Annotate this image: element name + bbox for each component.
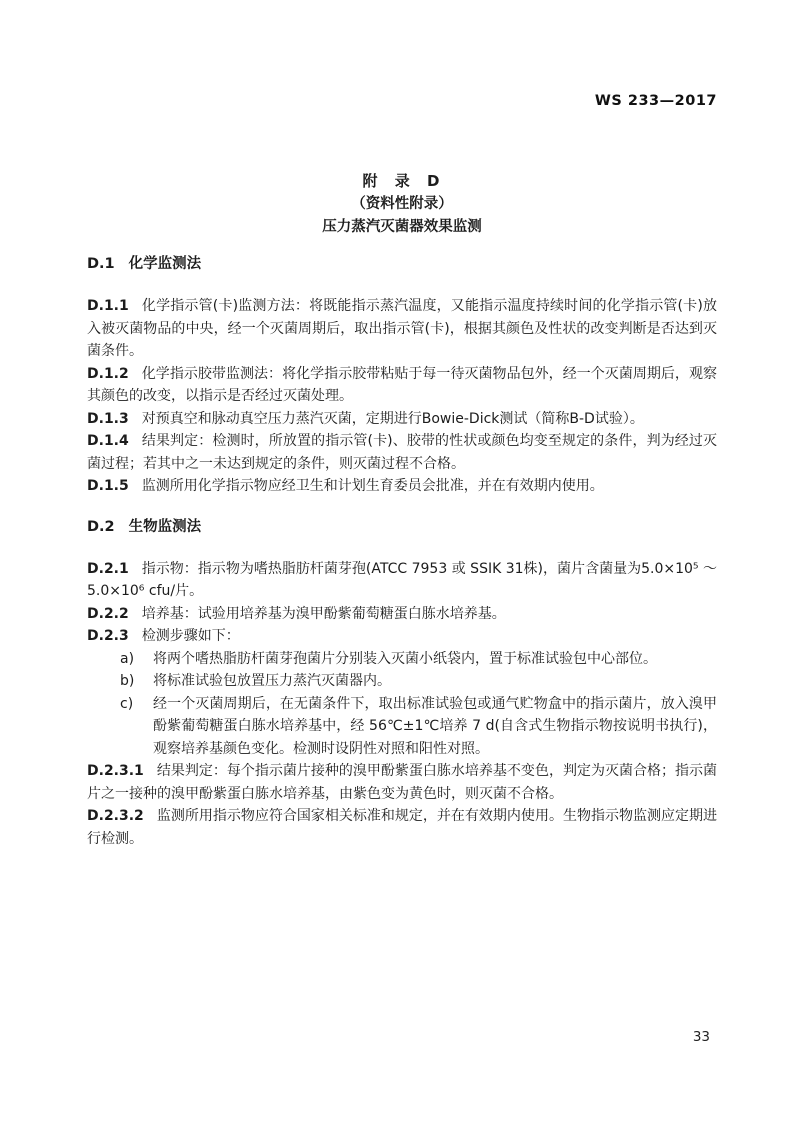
section-title: 生物监测法 — [128, 518, 202, 535]
clause-number: D.1.4 — [87, 433, 129, 449]
step-label: b) — [120, 673, 135, 689]
section-title: 化学监测法 — [128, 256, 202, 272]
step-label: c) — [120, 695, 134, 712]
clause-text: 检测步骤如下： — [141, 628, 240, 644]
appendix-subtitle: （资料性附录） — [351, 196, 453, 212]
clause-text: 结果判定：每个指示菌片接种的溴甲酚紫蛋白胨水培养基不变色，判定为灭菌合格；指示菌片之一接种的溴甲酚紫蛋白胨水培养基，由紫色变为黄色时，则灭菌不合格。 — [87, 763, 717, 802]
clause-number: D.2.3.2 — [87, 808, 144, 824]
section-number: D.2 — [87, 518, 115, 535]
page-content — [87, 170, 717, 850]
clause-number: D.2.2 — [87, 605, 129, 622]
clause-number: D.1.2 — [87, 365, 129, 382]
page-number: 33 — [692, 1029, 710, 1045]
clause — [87, 430, 717, 475]
clause — [87, 805, 717, 850]
section-heading — [87, 516, 717, 538]
step-text: 经一个灭菌周期后，在无菌条件下，取出标准试验包或通气贮物盒中的指示菌片，放入溴甲酚紫葡萄糖蛋白胨水培养基中，经 56℃±1℃培养 7 d(自含式生物指示物按说明书执行)，观察培养基颜色变化。检测时设阴性对照和阳性对照。 — [153, 695, 717, 757]
clause-number: D.1.3 — [87, 410, 129, 427]
clause — [87, 603, 717, 626]
section-number: D.1 — [87, 256, 115, 272]
section-heading — [87, 253, 717, 275]
step-text: 将两个嗜热脂肪杆菌芽孢菌片分别装入灭菌小纸袋内，置于标准试验包中心部位。 — [153, 650, 657, 667]
clause — [87, 295, 717, 363]
section-d1 — [87, 253, 717, 498]
clause-number: D.1.1 — [87, 298, 129, 314]
clause-text: 结果判定：检测时，所放置的指示管(卡)、胶带的性状或颜色均变至规定的条件，判为经过灭菌过程；若其中之一未达到规定的条件，则灭菌过程不合格。 — [87, 433, 717, 472]
step-item-b — [87, 670, 717, 693]
clause-text: 监测所用指示物应符合国家相关标准和规定，并在有效期内使用。生物指示物监测应定期进行检测。 — [87, 808, 717, 847]
step-label: a) — [120, 650, 135, 667]
clause — [87, 558, 717, 603]
clause-text: 化学指示管(卡)监测方法：将既能指示蒸汽温度，又能指示温度持续时间的化学指示管(卡)放入被灭菌物品的中央，经一个灭菌周期后，取出指示管(卡)，根据其颜色及性状的改变判断是否达到灭菌条件。 — [87, 298, 717, 359]
clause-number: D.2.3.1 — [87, 763, 144, 779]
clause — [87, 363, 717, 408]
appendix-topic: 压力蒸汽灭菌器效果监测 — [322, 219, 482, 235]
step-item-a — [87, 648, 717, 671]
clause — [87, 760, 717, 805]
clause — [87, 475, 717, 498]
step-text: 将标准试验包放置压力蒸汽灭菌器内。 — [153, 673, 391, 689]
standard-code-header: WS 233—2017 — [594, 93, 717, 109]
appendix-title: 附 录 D — [362, 172, 442, 190]
clause-text: 指示物：指示物为嗜热脂肪杆菌芽孢(ATCC 7953 或 SSIK 31株)，菌片含菌量为5.0×10⁵ ～5.0×10⁶ cfu/片。 — [87, 560, 717, 599]
clause-text: 对预真空和脉动真空压力蒸汽灭菌，定期进行Bowie-Dick测试（简称B-D试验）。 — [141, 410, 644, 427]
clause — [87, 625, 717, 648]
clause — [87, 408, 717, 431]
clause-text: 培养基：试验用培养基为溴甲酚紫葡萄糖蛋白胨水培养基。 — [141, 605, 506, 622]
clause-number: D.2.3 — [87, 628, 129, 644]
section-d2 — [87, 516, 717, 851]
step-item-c — [87, 693, 717, 761]
appendix-title-block — [87, 170, 717, 239]
clause-number: D.1.5 — [87, 478, 129, 494]
clause-text: 化学指示胶带监测法：将化学指示胶带粘贴于每一待灭菌物品包外，经一个灭菌周期后，观察其颜色的改变，以指示是否经过灭菌处理。 — [87, 365, 717, 404]
clause-number: D.2.1 — [87, 560, 129, 577]
clause-text: 监测所用化学指示物应经卫生和计划生育委员会批准，并在有效期内使用。 — [141, 478, 604, 494]
